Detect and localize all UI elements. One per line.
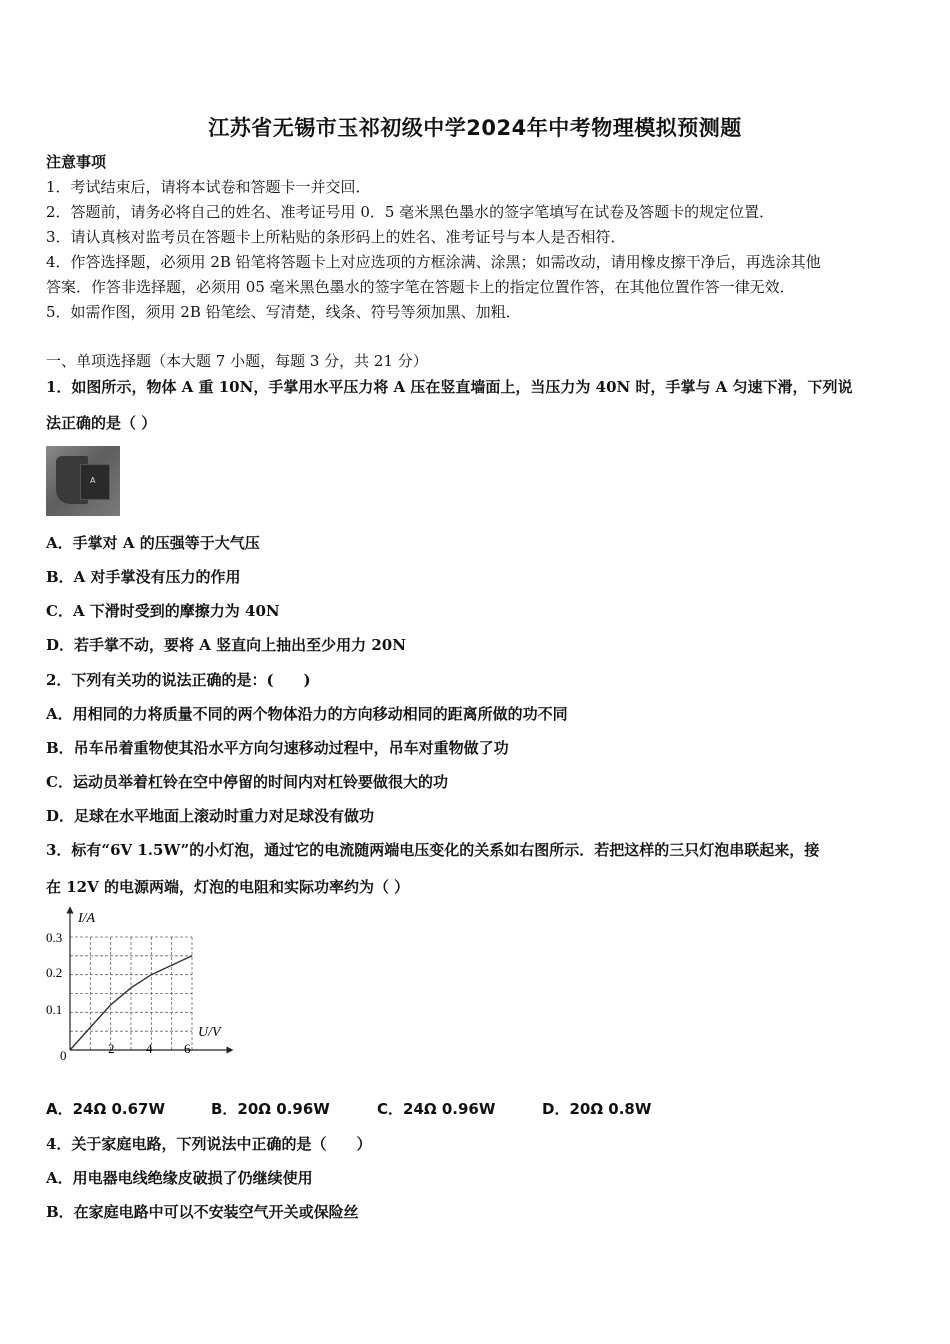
q3-iu-graph (40, 905, 240, 1065)
x-tick-label: 4 (146, 1041, 153, 1056)
q2-option-d: D．足球在水平地面上滚动时重力对足球没有做功 (46, 807, 375, 825)
q2-option-b: B．吊车吊着重物使其沿水平方向匀速移动过程中，吊车对重物做了功 (46, 739, 509, 757)
y-tick-label: 0.1 (46, 1002, 63, 1017)
notice-item: 1．考试结束后，请将本试卷和答题卡一并交回． (46, 178, 371, 196)
q1-stem-line1: 1．如图所示，物体 A 重 10N，手掌用水平压力将 A 压在竖直墙面上，当压力为 40N 时，手掌与 A 匀速下滑，下列说 (46, 378, 853, 396)
x-tick-label: 0 (60, 1048, 67, 1063)
x-tick-label: 2 (108, 1041, 115, 1056)
notice-item: 5．如需作图，须用 2B 铅笔绘、写清楚，线条、符号等须加黑、加粗． (46, 303, 521, 321)
notice-item: 4．作答选择题，必须用 2B 铅笔将答题卡上对应选项的方框涂满、涂黑；如需改动，请用橡皮擦干净后，再选涂其他 (46, 253, 821, 271)
q3-option-b: B．20Ω 0.96W (211, 1100, 330, 1118)
x-tick-label: 6 (184, 1041, 191, 1056)
q2-option-a: A．用相同的力将质量不同的两个物体沿力的方向移动相同的距离所做的功不同 (46, 705, 568, 723)
q3-stem-line2: 在 12V 的电源两端，灯泡的电阻和实际功率约为（ ） (46, 878, 410, 896)
q3-stem-line1: 3．标有“6V 1.5W”的小灯泡，通过它的电流随两端电压变化的关系如右图所示．若把这样的三只灯泡串联起来，接 (46, 841, 820, 859)
q1-figure-hand-pressing-block (46, 446, 120, 516)
q1-option-b: B．A 对手掌没有压力的作用 (46, 568, 241, 586)
y-tick-label: 0.3 (46, 930, 63, 945)
notice-item: 3．请认真核对监考员在答题卡上所粘贴的条形码上的姓名、准考证号与本人是否相符． (46, 228, 626, 246)
q2-option-c: C．运动员举着杠铃在空中停留的时间内对杠铃要做很大的功 (46, 773, 448, 791)
q4-stem: 4．关于家庭电路，下列说法中正确的是（ ） (46, 1135, 372, 1153)
section-heading: 一、单项选择题（本大题 7 小题，每题 3 分，共 21 分） (46, 352, 428, 370)
y-axis-label: I/A (78, 911, 96, 926)
q3-option-d: D．20Ω 0.8W (542, 1100, 652, 1118)
q4-option-b: B．在家庭电路中可以不安装空气开关或保险丝 (46, 1203, 359, 1221)
q4-option-a: A．用电器电线绝缘皮破损了仍继续使用 (46, 1169, 313, 1187)
q1-option-d: D．若手掌不动，要将 A 竖直向上抽出至少用力 20N (46, 636, 406, 654)
q3-option-a: A．24Ω 0.67W (46, 1100, 166, 1118)
q1-option-c: C．A 下滑时受到的摩擦力为 40N (46, 602, 280, 620)
q1-option-a: A．手掌对 A 的压强等于大气压 (46, 534, 260, 552)
q1-stem-line2: 法正确的是（ ） (46, 414, 157, 432)
notice-heading: 注意事项 (46, 153, 107, 171)
page-title: 江苏省无锡市玉祁初级中学2024年中考物理模拟预测题 (208, 116, 742, 140)
block-label: A (90, 476, 96, 485)
notice-item: 2．答题前，请务必将自己的姓名、准考证号用 0．5 毫米黑色墨水的签字笔填写在试卷及答题卡的规定位置． (46, 203, 775, 221)
y-tick-label: 0.2 (46, 965, 63, 980)
x-axis-label: U/V (198, 1025, 221, 1040)
notice-item: 答案．作答非选择题，必须用 05 毫米黑色墨水的签字笔在答题卡上的指定位置作答，在其他位置作答一律无效． (46, 278, 795, 296)
q3-option-c: C．24Ω 0.96W (377, 1100, 496, 1118)
q2-stem: 2．下列有关功的说法正确的是：( ) (46, 671, 311, 689)
